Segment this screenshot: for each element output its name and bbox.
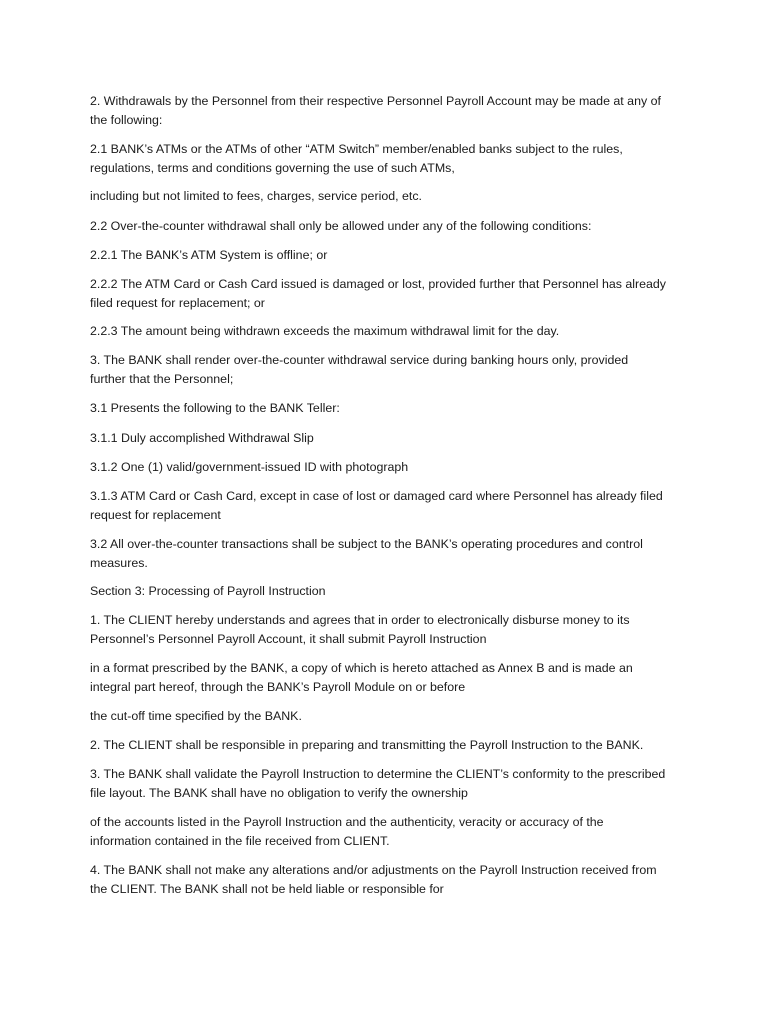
paragraph-s3-1-client-agrees	[90, 611, 690, 649]
text-line: 2.1 BANK’s ATMs or the ATMs of other “ATM Switch” member/enabled banks subject to the rules,	[90, 142, 623, 156]
text-line: further that the Personnel;	[90, 372, 234, 386]
text-line: 2. The CLIENT shall be responsible in preparing and transmitting the Payroll Instruction to the BANK.	[90, 738, 644, 752]
paragraph-2-2-1-offline	[90, 246, 690, 265]
paragraph-3-1-2-valid-id	[90, 458, 690, 477]
text-line: of the accounts listed in the Payroll Instruction and the authenticity, veracity or accuracy of the	[90, 815, 604, 829]
text-line: 3. The BANK shall render over-the-counter withdrawal service during banking hours only, provided	[90, 353, 629, 367]
text-line: measures.	[90, 556, 148, 570]
text-line: 3.1.2 One (1) valid/government-issued ID with photograph	[90, 460, 409, 474]
text-line: 3. The BANK shall validate the Payroll Instruction to determine the CLIENT’s conformity to the prescribed	[90, 767, 666, 781]
text-line: 2. Withdrawals by the Personnel from their respective Personnel Payroll Account may be made at any of	[90, 94, 661, 108]
text-line: 3.1.3 ATM Card or Cash Card, except in case of lost or damaged card where Personnel has already filed	[90, 489, 663, 503]
paragraph-3-2-otc-transactions	[90, 535, 690, 573]
text-line: 1. The CLIENT hereby understands and agrees that in order to electronically disburse money to its	[90, 613, 630, 627]
text-line: integral part hereof, through the BANK’s Payroll Module on or before	[90, 680, 466, 694]
text-line: 2.2.3 The amount being withdrawn exceeds the maximum withdrawal limit for the day.	[90, 324, 560, 338]
text-line: the cut-off time specified by the BANK.	[90, 709, 302, 723]
text-line: in a format prescribed by the BANK, a copy of which is hereto attached as Annex B and is made an	[90, 661, 633, 675]
text-line: file layout. The BANK shall have no obligation to verify the ownership	[90, 786, 468, 800]
text-line: 4. The BANK shall not make any alterations and/or adjustments on the Payroll Instruction received from	[90, 863, 657, 877]
paragraph-s3-3-bank-validate	[90, 765, 690, 803]
paragraph-3-1-presents	[90, 399, 690, 418]
text-line: filed request for replacement; or	[90, 296, 265, 310]
paragraph-s3-4-no-alterations	[90, 861, 690, 899]
paragraph-cut-off-time	[90, 707, 690, 726]
paragraph-3-1-1-withdrawal-slip	[90, 429, 690, 448]
text-line: Personnel’s Personnel Payroll Account, it shall submit Payroll Instruction	[90, 632, 487, 646]
paragraph-accounts-authenticity	[90, 813, 690, 851]
text-line: 3.1 Presents the following to the BANK Teller:	[90, 401, 340, 415]
paragraph-3-1-3-atm-card	[90, 487, 690, 525]
paragraph-2-2-otc-withdrawal	[90, 217, 690, 236]
text-line: 3.1.1 Duly accomplished Withdrawal Slip	[90, 431, 314, 445]
text-line: request for replacement	[90, 508, 221, 522]
paragraph-2-withdrawals	[90, 92, 690, 130]
text-line: Section 3: Processing of Payroll Instruction	[90, 584, 326, 598]
text-line: information contained in the file received from CLIENT.	[90, 834, 390, 848]
paragraph-s3-2-client-responsible	[90, 736, 690, 755]
text-line: 2.2.2 The ATM Card or Cash Card issued is damaged or lost, provided further that Personnel has already	[90, 277, 667, 291]
paragraph-3-banking-hours	[90, 351, 690, 389]
text-line: including but not limited to fees, charges, service period, etc.	[90, 189, 422, 203]
text-line: the following:	[90, 113, 163, 127]
text-line: 2.2.1 The BANK’s ATM System is offline; or	[90, 248, 328, 262]
paragraph-2-2-2-damaged-card	[90, 275, 690, 313]
text-line: the CLIENT. The BANK shall not be held liable or responsible for	[90, 882, 444, 896]
text-line: 2.2 Over-the-counter withdrawal shall only be allowed under any of the following conditions:	[90, 219, 592, 233]
paragraph-2-1-atms	[90, 140, 690, 178]
paragraph-fees-charges	[90, 187, 690, 206]
text-line: 3.2 All over-the-counter transactions shall be subject to the BANK’s operating procedures and control	[90, 537, 643, 551]
text-line: regulations, terms and conditions governing the use of such ATMs,	[90, 161, 455, 175]
section-3-heading	[90, 582, 690, 601]
paragraph-format-annex-b	[90, 659, 690, 697]
paragraph-2-2-3-limit	[90, 322, 690, 341]
